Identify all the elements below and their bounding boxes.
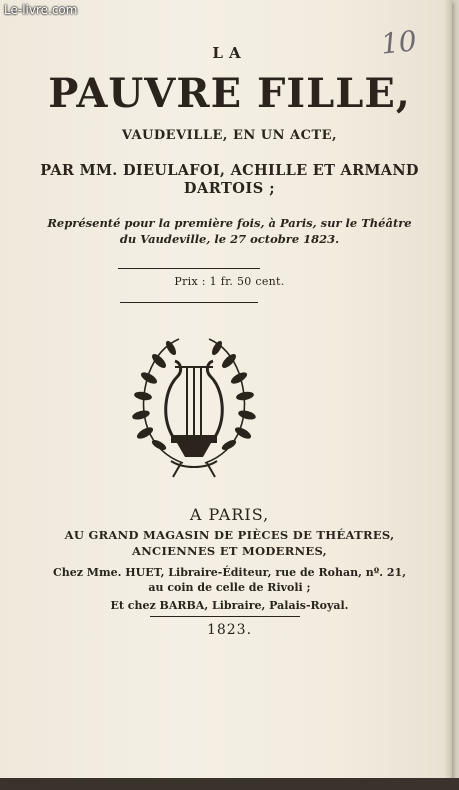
address-line-1: Chez Mme. HUET, Libraire-Éditeur, rue de Rohan, nº. 21, xyxy=(52,566,407,579)
genre-line: VAUDEVILLE, EN UN ACTE, xyxy=(121,128,338,143)
shop-line-2: ANCIENNES ET MODERNES, xyxy=(132,544,327,558)
divider-bottom xyxy=(120,302,258,303)
performance-line-2: du Vaudeville, le 27 octobre 1823. xyxy=(119,232,340,246)
divider-year xyxy=(150,616,300,617)
page-title: PAUVRE FILLE, xyxy=(48,70,411,117)
title-article: LA xyxy=(212,44,247,62)
authors-line-2: DARTOIS ; xyxy=(183,180,276,197)
address-line-3: Et chez BARBA, Libraire, Palais-Royal. xyxy=(110,599,349,612)
imprint-city: A PARIS, xyxy=(189,505,270,524)
page-bottom-edge xyxy=(0,778,459,790)
publication-year: 1823. xyxy=(206,622,253,638)
address-line-2: au coin de celle de Rivoli ; xyxy=(148,581,311,594)
lyre-laurel-wreath-icon xyxy=(131,333,257,481)
divider-top xyxy=(118,268,260,269)
handwritten-number: 10 xyxy=(379,24,419,61)
price-line: Prix : 1 fr. 50 cent. xyxy=(174,275,285,288)
shop-line-1: AU GRAND MAGASIN DE PIÈCES DE THÉATRES, xyxy=(64,528,395,542)
performance-line-1: Représenté pour la première fois, à Paris, sur le Théâtre xyxy=(47,216,412,230)
watermark: Le-livre.com xyxy=(4,3,78,17)
authors-line-1: PAR MM. DIEULAFOI, ACHILLE ET ARMAND xyxy=(40,162,419,179)
